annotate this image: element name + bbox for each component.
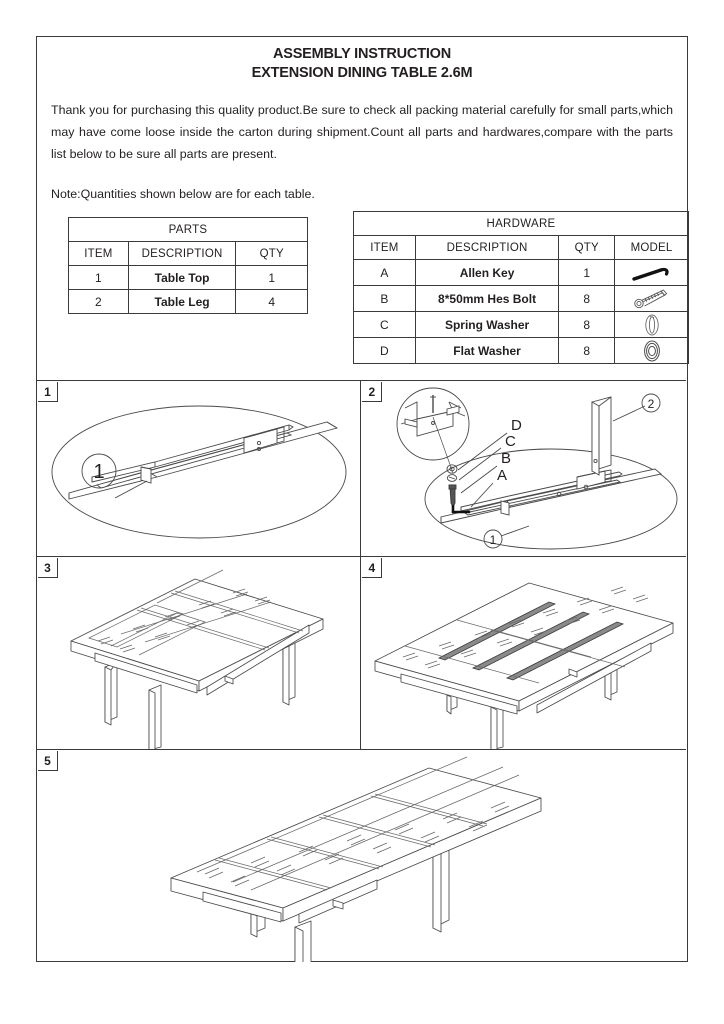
hardware-row-3-qty: 8 bbox=[559, 338, 615, 364]
step-number-3: 3 bbox=[38, 558, 58, 578]
hardware-row-2-description: Spring Washer bbox=[415, 312, 559, 338]
hardware-row-2-item: C bbox=[354, 312, 416, 338]
step-2-diagram bbox=[361, 381, 685, 557]
table-row bbox=[354, 338, 689, 364]
parts-row-0-item: 1 bbox=[69, 266, 129, 290]
steps-row-1 bbox=[37, 381, 686, 557]
hardware-row-1-qty: 8 bbox=[559, 286, 615, 312]
table-row bbox=[354, 286, 689, 312]
note-text: Note:Quantities shown below are for each table. bbox=[51, 187, 315, 201]
table-row bbox=[354, 260, 689, 286]
tables-row bbox=[37, 217, 687, 377]
parts-row-1-description: Table Leg bbox=[128, 290, 236, 314]
flat-washer-icon bbox=[639, 339, 665, 363]
hardware-row-0-description: Allen Key bbox=[415, 260, 559, 286]
step-number-2: 2 bbox=[362, 382, 382, 402]
step-3-diagram bbox=[37, 557, 361, 750]
step-1-figure bbox=[37, 381, 361, 557]
step-1-callout-1: 1 bbox=[93, 461, 105, 483]
hardware-table-title-row bbox=[354, 212, 689, 236]
hardware-header-description: DESCRIPTION bbox=[415, 236, 559, 260]
parts-table-header-row bbox=[69, 242, 308, 266]
step-panel-2 bbox=[361, 381, 685, 557]
step-panel-1 bbox=[37, 381, 361, 557]
hex-bolt-icon bbox=[630, 288, 674, 310]
page-title bbox=[47, 45, 677, 83]
step-panel-3 bbox=[37, 557, 361, 750]
parts-row-1-item: 2 bbox=[69, 290, 129, 314]
parts-header-qty: QTY bbox=[236, 242, 308, 266]
hardware-row-2-model bbox=[615, 312, 689, 338]
table-row bbox=[69, 266, 308, 290]
hardware-header-qty: QTY bbox=[559, 236, 615, 260]
step-panel-4 bbox=[361, 557, 685, 750]
document-page-frame bbox=[36, 36, 688, 962]
parts-row-0-description: Table Top bbox=[128, 266, 236, 290]
hardware-row-3-description: Flat Washer bbox=[415, 338, 559, 364]
step-5-diagram bbox=[37, 750, 686, 962]
hardware-row-3-item: D bbox=[354, 338, 416, 364]
hardware-row-1-description: 8*50mm Hes Bolt bbox=[415, 286, 559, 312]
step-2-figure bbox=[361, 381, 685, 557]
hardware-row-1-item: B bbox=[354, 286, 416, 312]
step-panel-5 bbox=[37, 750, 686, 962]
hardware-row-0-item: A bbox=[354, 260, 416, 286]
hardware-table-title: HARDWARE bbox=[354, 212, 689, 236]
steps-row-3 bbox=[37, 750, 686, 962]
hardware-row-0-model bbox=[615, 260, 689, 286]
step-4-diagram bbox=[361, 557, 685, 750]
table-row bbox=[354, 312, 689, 338]
steps-row-2 bbox=[37, 557, 686, 750]
hardware-row-1-model bbox=[615, 286, 689, 312]
spring-washer-icon bbox=[639, 313, 665, 337]
step-number-1: 1 bbox=[38, 382, 58, 402]
parts-table-title-row bbox=[69, 218, 308, 242]
step-4-figure bbox=[361, 557, 685, 750]
step-1-diagram bbox=[37, 381, 361, 557]
parts-header-description: DESCRIPTION bbox=[128, 242, 236, 266]
hardware-row-2-qty: 8 bbox=[559, 312, 615, 338]
step-2-label-D: D bbox=[511, 417, 523, 434]
step-number-4: 4 bbox=[362, 558, 382, 578]
steps-grid bbox=[37, 380, 686, 962]
parts-row-1-qty: 4 bbox=[236, 290, 308, 314]
hardware-table bbox=[353, 211, 689, 364]
title-line-1: ASSEMBLY INSTRUCTION bbox=[272, 46, 452, 62]
step-2-label-C: C bbox=[505, 433, 517, 450]
title-line-2: EXTENSION DINING TABLE 2.6M bbox=[251, 65, 473, 81]
table-row bbox=[69, 290, 308, 314]
step-5-figure bbox=[37, 750, 686, 962]
parts-table-title: PARTS bbox=[69, 218, 308, 242]
step-number-5: 5 bbox=[38, 751, 58, 771]
step-2-label-A: A bbox=[497, 467, 508, 484]
parts-row-0-qty: 1 bbox=[236, 266, 308, 290]
intro-paragraph: Thank you for purchasing this quality product.Be sure to check all packing material carefully for small parts,which may have come loose inside the carton during shipment.Count all parts and hardwares,compare with the parts list below to be sure all parts are present. bbox=[51, 103, 673, 161]
hardware-table-header-row bbox=[354, 236, 689, 260]
hardware-header-model: MODEL bbox=[615, 236, 689, 260]
hardware-row-0-qty: 1 bbox=[559, 260, 615, 286]
step-2-callout-1: 1 bbox=[490, 533, 497, 547]
document-header bbox=[37, 37, 687, 203]
parts-table bbox=[68, 217, 308, 314]
allen-key-icon bbox=[628, 262, 676, 284]
step-2-label-B: B bbox=[501, 450, 512, 467]
step-3-figure bbox=[37, 557, 361, 750]
parts-header-item: ITEM bbox=[69, 242, 129, 266]
hardware-header-item: ITEM bbox=[354, 236, 416, 260]
hardware-row-3-model bbox=[615, 338, 689, 364]
step-2-callout-2: 2 bbox=[648, 397, 655, 411]
